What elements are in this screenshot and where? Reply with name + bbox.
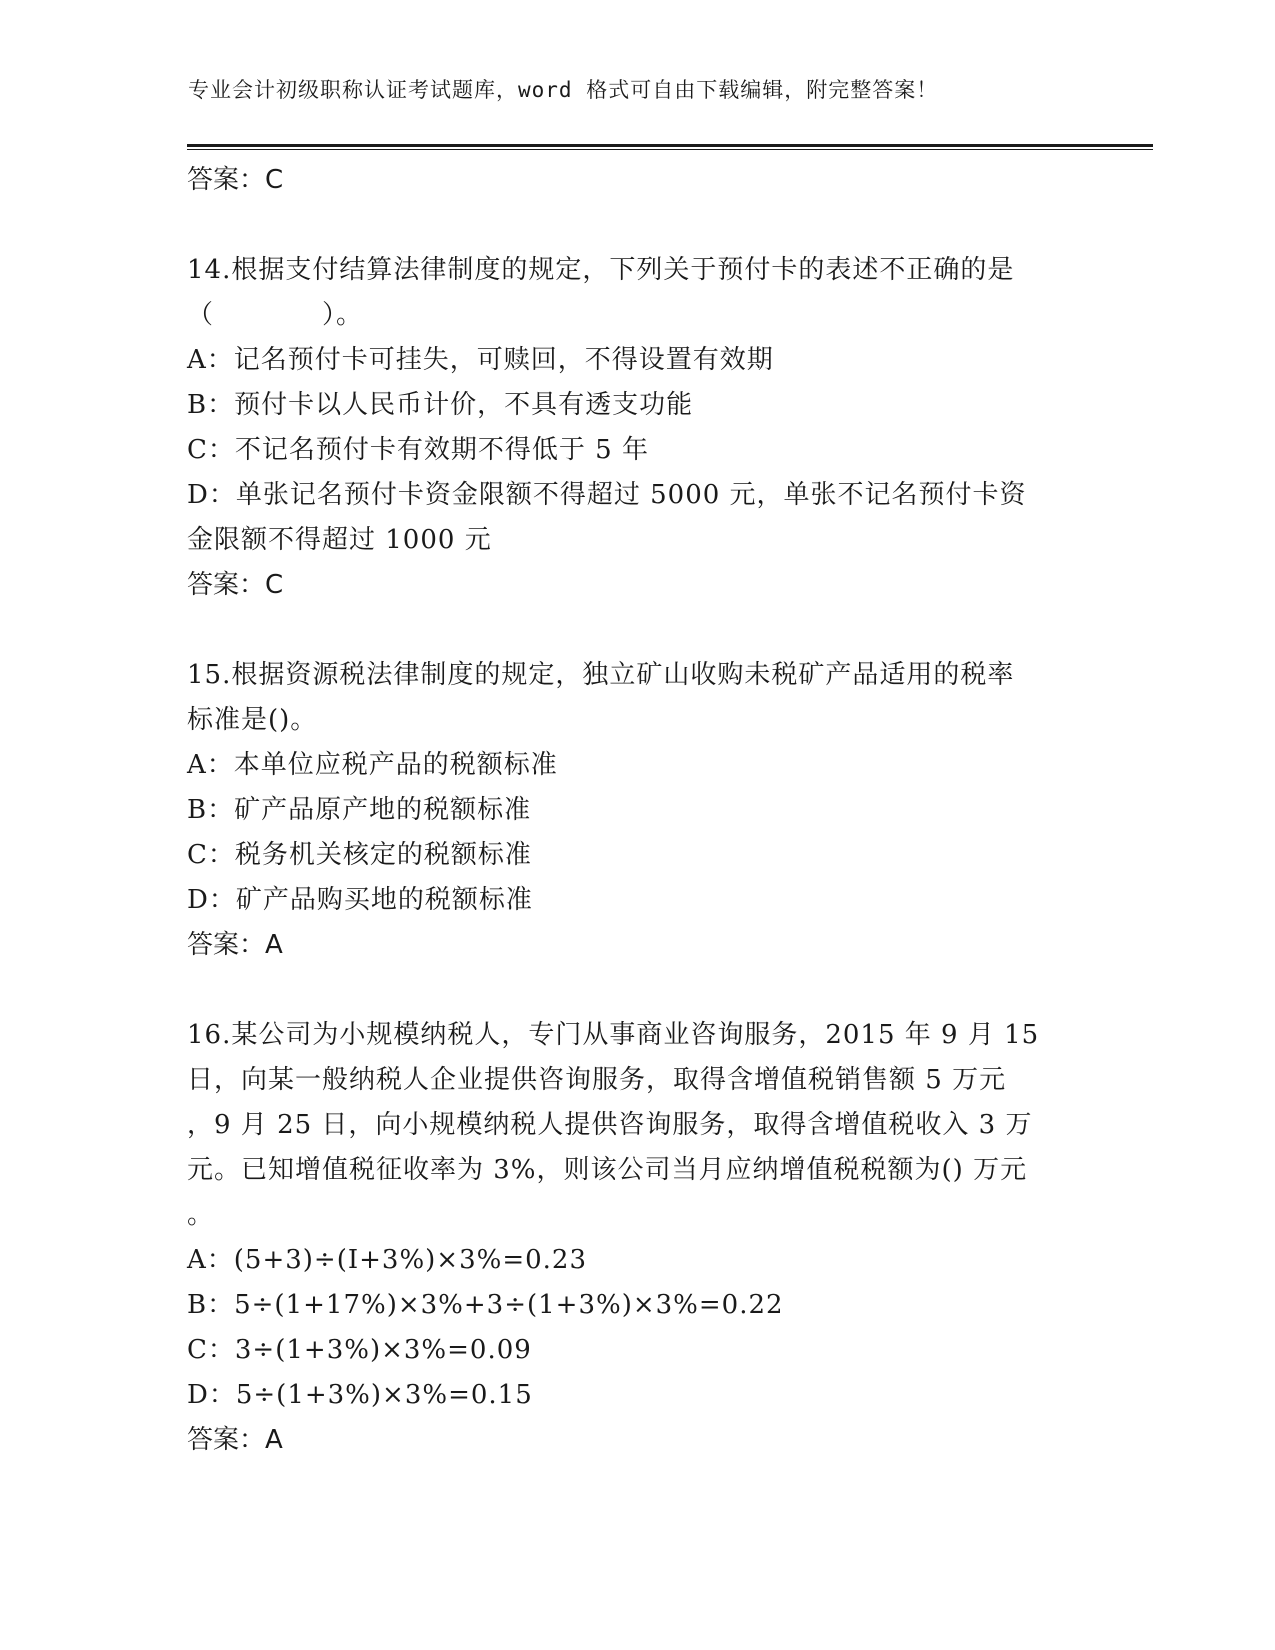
question-stem-line: 14.根据支付结算法律制度的规定，下列关于预付卡的表述不正确的是 — [187, 255, 1015, 285]
question-14 — [187, 248, 1087, 608]
option-d: D：矿产品购买地的税额标准 — [187, 885, 533, 915]
question-stem-line: 元。已知增值税征收率为 3%，则该公司当月应纳增值税税额为() 万元 — [187, 1155, 1028, 1185]
spacer — [187, 203, 1087, 248]
answer: 答案：C — [187, 570, 284, 600]
question-stem-line: 标准是()。 — [187, 705, 318, 735]
question-stem-line: ，9 月 25 日，向小规模纳税人提供咨询服务，取得含增值税收入 3 万 — [187, 1110, 1033, 1140]
previous-question-answer: 答案：C — [187, 165, 284, 195]
question-stem-line: 。 — [187, 1200, 215, 1230]
option-a: A：(5+3)÷(I+3%)×3%=0.23 — [187, 1245, 588, 1275]
option-a: A：本单位应税产品的税额标准 — [187, 750, 558, 780]
option-b: B：5÷(1+17%)×3%+3÷(1+3%)×3%=0.22 — [187, 1290, 784, 1320]
answer: 答案：A — [187, 930, 283, 960]
question-stem-line: 16.某公司为小规模纳税人，专门从事商业咨询服务，2015 年 9 月 15 — [187, 1020, 1040, 1050]
option-b: B：矿产品原产地的税额标准 — [187, 795, 532, 825]
option-c: C：税务机关核定的税额标准 — [187, 840, 532, 870]
option-a: A：记名预付卡可挂失，可赎回，不得设置有效期 — [187, 345, 774, 375]
question-stem-line: （ ）。 — [187, 300, 364, 330]
header-rule-thick — [187, 144, 1153, 147]
answer: 答案：A — [187, 1425, 283, 1455]
question-stem-line: 日，向某一般纳税人企业提供咨询服务，取得含增值税销售额 5 万元 — [187, 1065, 1007, 1095]
option-b: B：预付卡以人民币计价，不具有透支功能 — [187, 390, 694, 420]
header-rule-thin — [187, 149, 1153, 150]
question-stem-line: 15.根据资源税法律制度的规定，独立矿山收购未税矿产品适用的税率 — [187, 660, 1015, 690]
spacer — [187, 608, 1087, 653]
question-16 — [187, 1013, 1087, 1463]
option-d: D：单张记名预付卡资金限额不得超过 5000 元，单张不记名预付卡资 — [187, 480, 1027, 510]
page-header: 专业会计初级职称认证考试题库，word 格式可自由下载编辑，附完整答案！ — [188, 78, 939, 102]
option-d-continued: 金限额不得超过 1000 元 — [187, 525, 492, 555]
option-c: C：3÷(1+3%)×3%=0.09 — [187, 1335, 532, 1365]
page-content — [187, 158, 1087, 1463]
option-c: C：不记名预付卡有效期不得低于 5 年 — [187, 435, 649, 465]
question-15 — [187, 653, 1087, 968]
option-d: D：5÷(1+3%)×3%=0.15 — [187, 1380, 533, 1410]
spacer — [187, 968, 1087, 1013]
